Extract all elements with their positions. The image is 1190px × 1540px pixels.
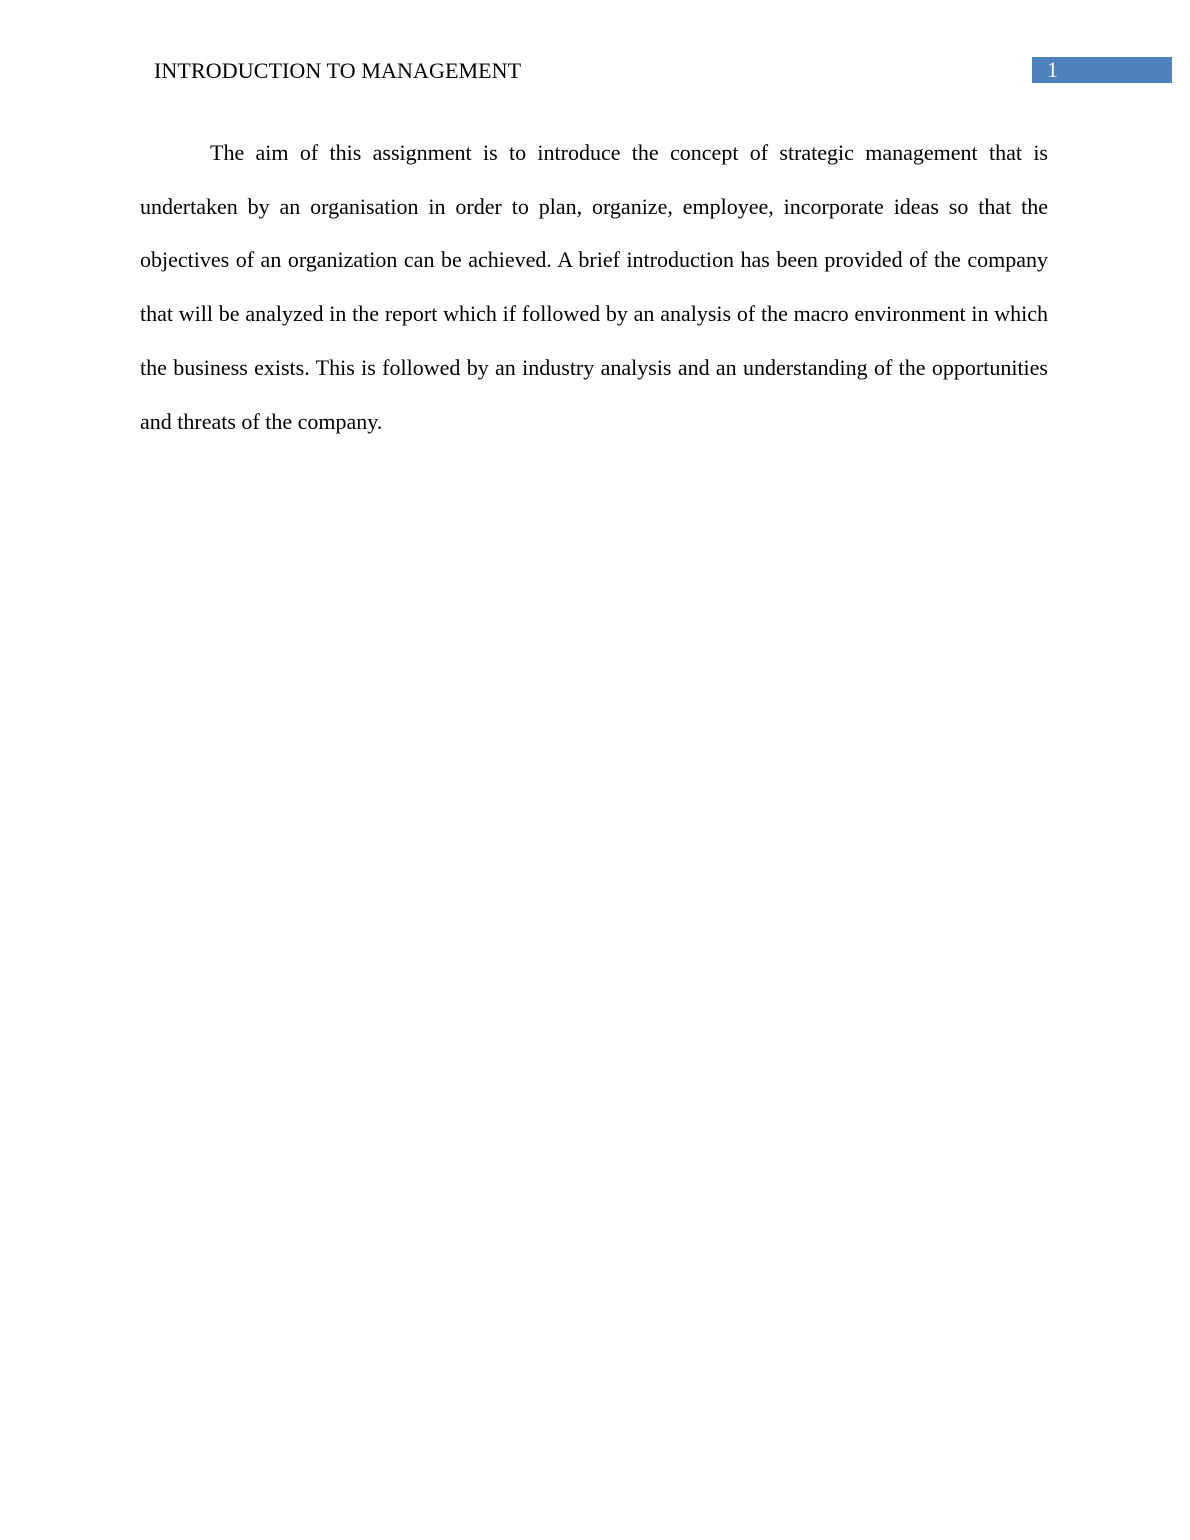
page-number: 1 — [1047, 57, 1058, 82]
running-head-title: INTRODUCTION TO MANAGEMENT — [154, 58, 522, 83]
page-number-box — [1032, 57, 1172, 83]
body-paragraph: The aim of this assignment is to introduce the concept of strategic management that is undertaken by an organisation in order to plan, organize, employee, incorporate ideas so that the objectives of an organization can be achieved. A brief introduction has been provided of the company that will be analyzed in the report which if followed by an analysis of the macro environment in which the business exists. This is followed by an industry analysis and an understanding of the opportunities and threats of the company. — [140, 140, 1048, 434]
